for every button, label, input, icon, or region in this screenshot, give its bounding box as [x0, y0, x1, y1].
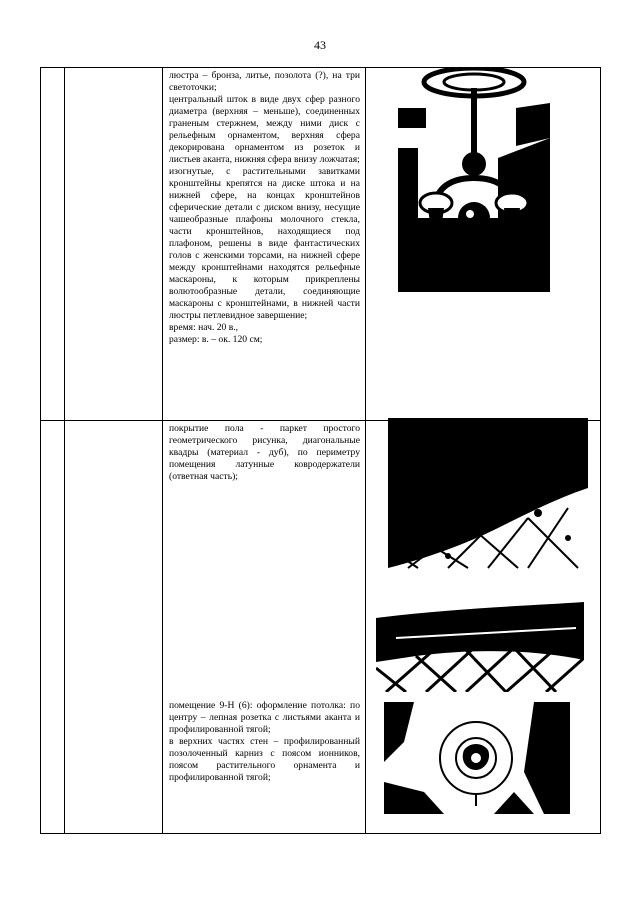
description-paragraph: покрытие пола - паркет простого геометрического рисунка, диагональные квадры (материал - дуб), по периметру помещения латунные ковродержатели (ответная часть);	[169, 423, 360, 482]
description-paragraph: размер: в. – ок. 120 см;	[169, 334, 263, 345]
page-number: 43	[314, 38, 326, 52]
number-cell	[41, 68, 65, 421]
chandelier-photo	[398, 68, 550, 292]
description-cell	[163, 421, 366, 834]
location-cell	[65, 68, 163, 421]
location-cell	[65, 421, 163, 834]
description-paragraph: время: нач. 20 в.,	[169, 322, 239, 333]
description-cell	[163, 68, 366, 421]
description-paragraph: изогнутые, с растительными завитками кронштейны крепятся на диске штока и на нижней сфере, на концах кронштейнов сферические детали с диском внизу, несущие чашеобразные плафоны молочного стекла, части кронштейнов, находящиеся под плафоном, решены в виде фантастических голов с женскими торсами, на нижней сфере между кронштейнами находятся рельефные маскароны, к которым прикреплены волютообразные детали, соединяющие маскароны с кронштейнами, в нижней части люстры петлевидное завершение;	[169, 166, 360, 321]
description-paragraph: центральный шток в виде двух сфер разного диаметра (верхняя – меньше), соединенных граненым стержнем, между ними диск с рельефным орнаментом, верхняя сфера декорирована орнаментом из розеток и листьев аканта, нижняя сфера внизу ложчатая;	[169, 94, 360, 165]
description-paragraph: в верхних частях стен – профилированный позолоченный карниз с поясом ионников, поясом растительного орнамента и профилированной тягой;	[169, 736, 360, 783]
number-cell	[41, 421, 65, 834]
ceiling-rosette-photo	[384, 702, 570, 814]
description-paragraph: помещение 9-Н (6): оформление потолка: по центру – лепная розетка с листьями аканта и профилированной тягой;	[169, 700, 360, 735]
floor-detail-photo	[376, 588, 584, 692]
parquet-floor-photo	[388, 418, 588, 578]
description-paragraph: люстра – бронза, литье, позолота (?), на три светоточки;	[169, 70, 360, 93]
